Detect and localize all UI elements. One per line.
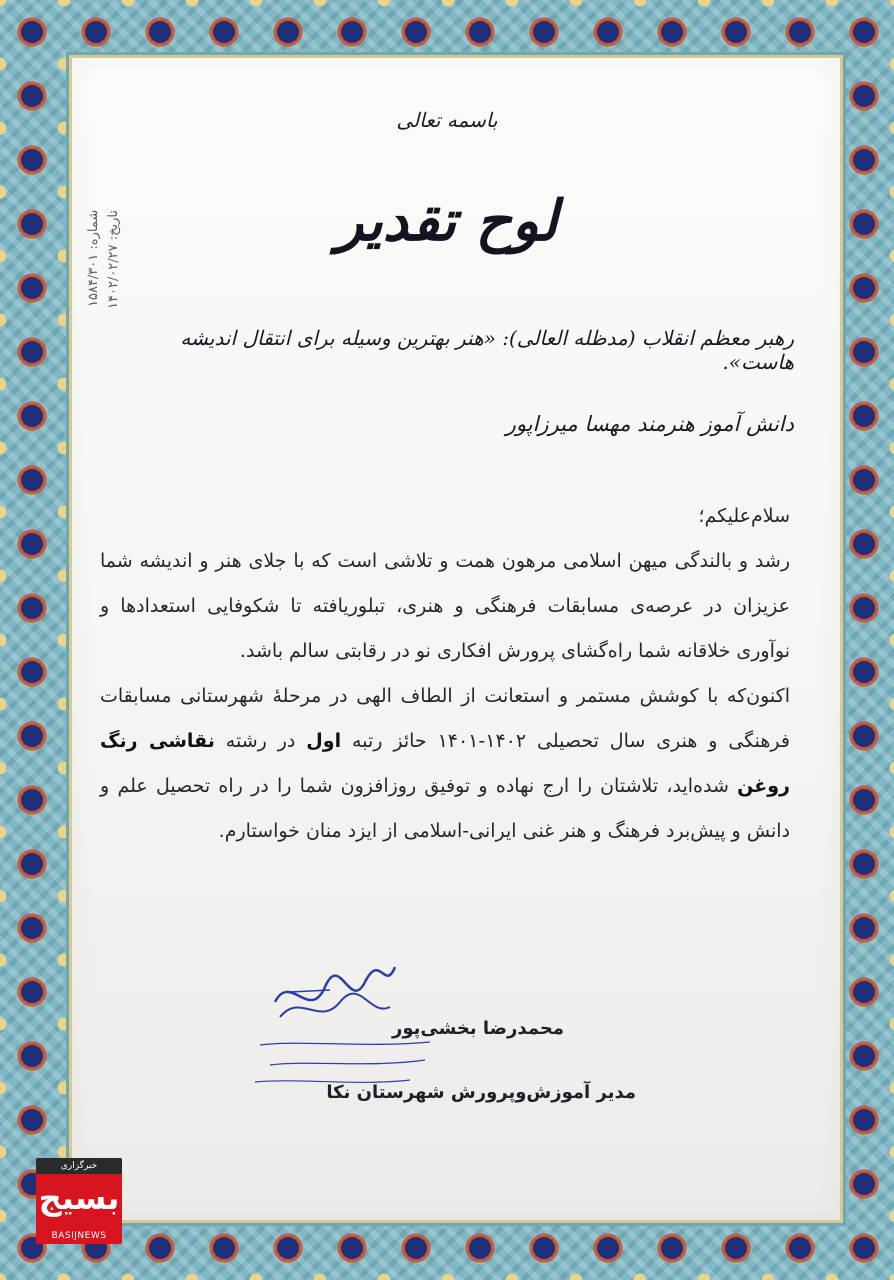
greeting: سلام‌علیکم؛ xyxy=(698,505,790,527)
paragraph-2-part-2: در رشته xyxy=(225,730,296,752)
logo-top-text: خبرگزاری xyxy=(36,1158,122,1174)
paragraph-2-part-3: شده‌اید، تلاشتان را ارج نهاده و توفیق روزافزون شما را در راه تحصیل علم و دانش و پیش‌برد فرهنگ و هنر غنی ایرانی-اسلامی از ایزد منان خواستارم. xyxy=(100,775,790,842)
recipient-name: دانش آموز هنرمند مهسا میرزاپور xyxy=(505,412,794,436)
body-paragraph-2 xyxy=(100,674,790,854)
bismillah-heading: باسمه تعالی xyxy=(396,108,498,132)
paragraph-2-part-1: اکنون‌که با کوشش مستمر و استعانت از الطاف الهی در مرحلۀ شهرستانی مسابقات فرهنگی و هنری سال تحصیلی ۱۴۰۲-۱۴۰۱ حائز رتبه xyxy=(100,685,790,752)
certificate-title: لوح تقدیر xyxy=(336,188,558,254)
rank-value: اول xyxy=(306,730,342,752)
logo-mark: بسیج xyxy=(38,1179,120,1217)
basij-news-logo xyxy=(36,1158,122,1244)
signature-scribble-lines xyxy=(250,1030,440,1090)
leader-quote: رهبر معظم انقلاب (مدظله العالی): «هنر بهترین وسیله برای انتقال اندیشه هاست». xyxy=(180,326,794,374)
logo-footer: BASIJNEWS xyxy=(51,1231,107,1241)
reference-date: تاریخ: ۱۴۰۲/۰۲/۲۷ xyxy=(106,210,121,310)
handwritten-signature xyxy=(270,962,400,1032)
signatory-name: محمدرضا بخشی‌پور xyxy=(391,1018,564,1039)
reference-block xyxy=(84,210,124,350)
reference-number: شماره: ۱۵۸۴/۳۰۱ xyxy=(86,210,101,308)
certificate-body xyxy=(100,494,790,854)
body-paragraph-1: رشد و بالندگی میهن اسلامی مرهون همت و تلاشی است که با جلای هنر و اندیشه شما عزیزان در عرصه‌ی مسابقات فرهنگی و هنری، تبلوریافته تا شکوفایی استعدادها و نوآوری خلاقانه شما راه‌گشای پرورش افکاری نو در رقابتی سالم باشد. xyxy=(100,550,790,662)
signatory-title: مدیر آموزش‌وپرورش شهرستان نکا xyxy=(326,1082,636,1103)
field-value: نقاشی رنگ روغن xyxy=(100,730,790,797)
